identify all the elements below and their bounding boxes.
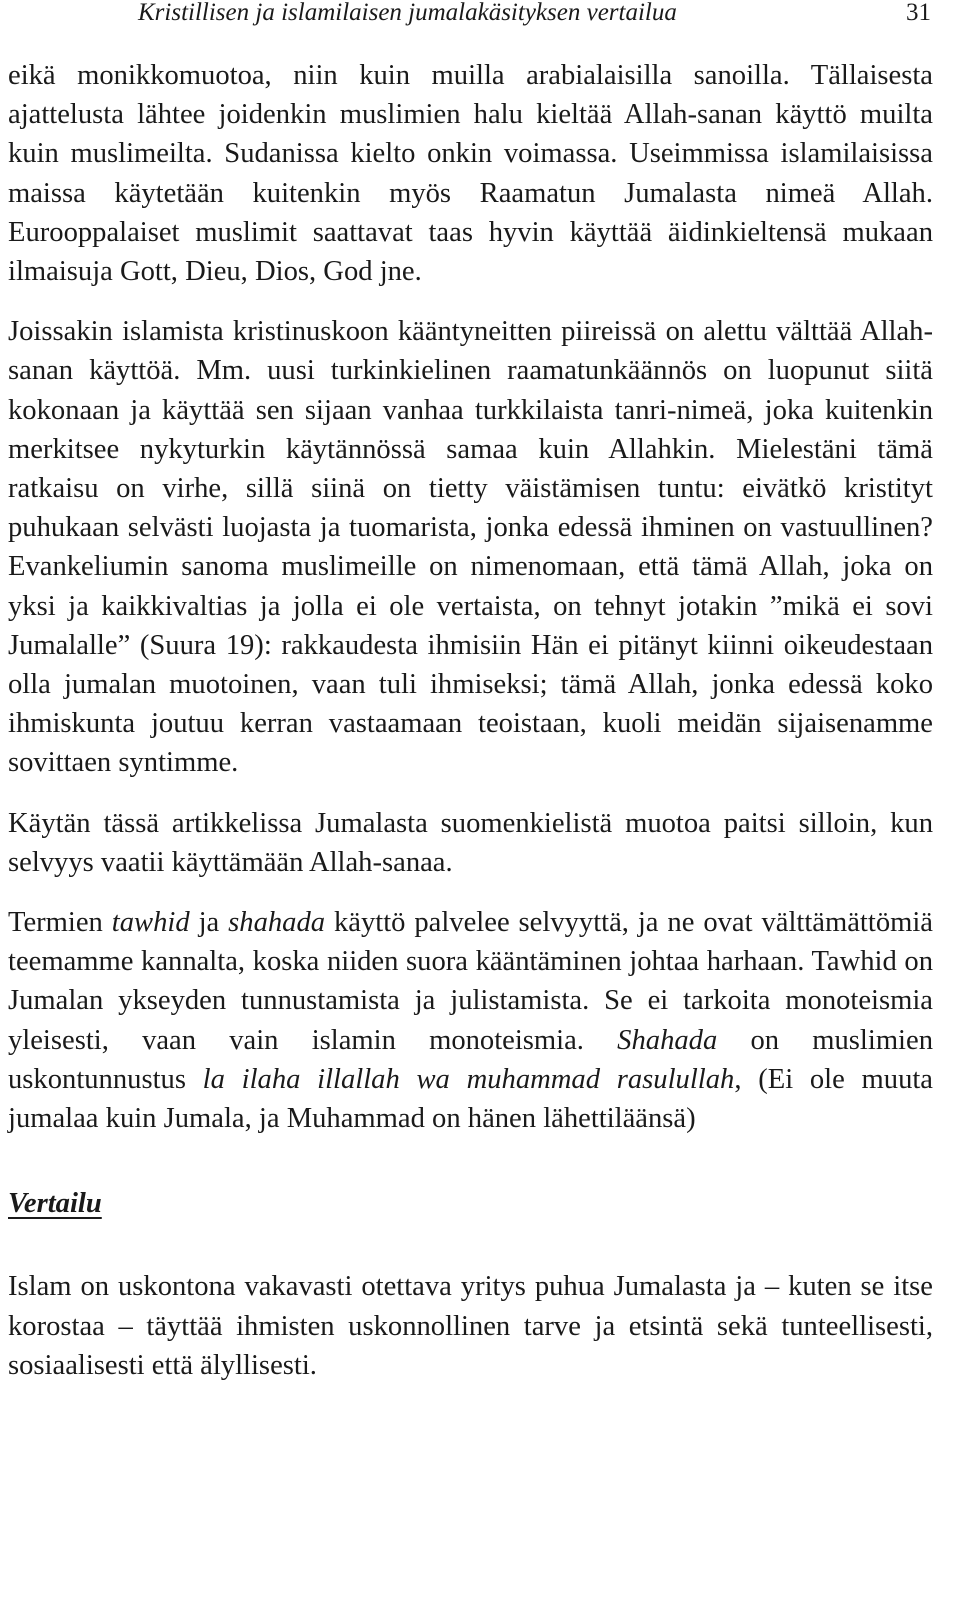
paragraph-4-text-2: ja [189, 907, 229, 939]
running-header [8, 0, 933, 30]
document-page [8, 0, 933, 1406]
paragraph-4-text-5: , (Ei ole muuta jumalaa kuin Jumala, ja Muhammad on hänen lähettiläänsä) [8, 1063, 933, 1135]
body-text [8, 56, 933, 1385]
paragraph-4-text-3: käyttö palvelee selvyyttä, ja ne ovat välttämättömiä teemamme kannalta, koska niiden suora kääntäminen johtaa harhaan. Tawhid on Jumalan ykseyden tunnustamista ja julistamista. Se ei tarkoita monoteismia yleisesti, vaan vain islamin monoteismia. [8, 907, 933, 1056]
running-title: Kristillisen ja islamilaisen jumalakäsityksen vertailua [138, 0, 677, 26]
paragraph-2: Joissakin islamista kristinuskoon kääntyneitten piireissä on alettu välttää Allah-sanan käyttöä. Mm. uusi turkinkielinen raamatunkäännös on luopunut siitä kokonaan ja käyttää sen sijaan vanhaa turkkilaista tanri-nimeä, joka kuitenkin merkitsee nykyturkin käytännössä samaa kuin Allahkin. Mielestäni tämä ratkaisu on virhe, sillä siinä on tietty väistämisen tuntu: eivätkö kristityt puhukaan selvästi luojasta ja tuomarista, jonka edessä ihminen on vastuullinen? Evankeliumin sanoma muslimeille on nimenomaan, että tämä Allah, joka on yksi ja kaikkivaltias ja jolla ei ole vertaista, on tehnyt jotakin ”mikä ei sovi Jumalalle” (Suura 19): rakkaudesta ihmisiin Hän ei pitänyt kiinni oikeudestaan olla jumalan muotoinen, vaan tuli ihmiseksi; tämä Allah, jonka edessä koko ihmiskunta joutuu kerran vastaamaan teoistaan, kuoli meidän sijaisenamme sovittaen syntimme. [8, 316, 933, 779]
term-tawhid: tawhid [111, 907, 190, 939]
paragraph-4-text-4: on muslimien uskontunnustus [8, 1024, 933, 1095]
shahada-formula: la ilaha illallah wa muhammad rasulullah [202, 1063, 735, 1095]
term-shahada-2: Shahada [617, 1024, 718, 1056]
paragraph-5: Islam on uskontona vakavasti otettava yritys puhua Jumalasta ja – kuten se itse korostaa – täyttää ihmisten uskonnollinen tarve ja etsintä sekä tunteellisesti, sosiaalisesti että älyllisesti. [8, 1271, 933, 1381]
term-shahada: shahada [228, 907, 326, 939]
paragraph-3: Käytän tässä artikkelissa Jumalasta suomenkielistä muotoa paitsi silloin, kun selvyys vaatii käyttämään Allah-sanaa. [8, 807, 933, 878]
paragraph-4 [8, 903, 933, 1138]
page-number: 31 [906, 0, 931, 26]
section-heading-vertailu: Vertailu [8, 1188, 102, 1220]
paragraph-4-text-1: Termien [8, 907, 112, 939]
paragraph-1: eikä monikkomuotoa, niin kuin muilla arabialaisilla sanoilla. Tällaisesta ajattelusta lähtee joidenkin muslimien halu kieltää Allah-sanan käyttö muilta kuin muslimeilta. Sudanissa kielto onkin voimassa. Useimmissa islamilaisissa maissa käytetään kuitenkin myös Raamatun Jumalasta nimeä Allah. Eurooppalaiset muslimit saattavat taas hyvin käyttää äidinkieltensä mukaan ilmaisuja Gott, Dieu, Dios, God jne. [8, 60, 933, 288]
